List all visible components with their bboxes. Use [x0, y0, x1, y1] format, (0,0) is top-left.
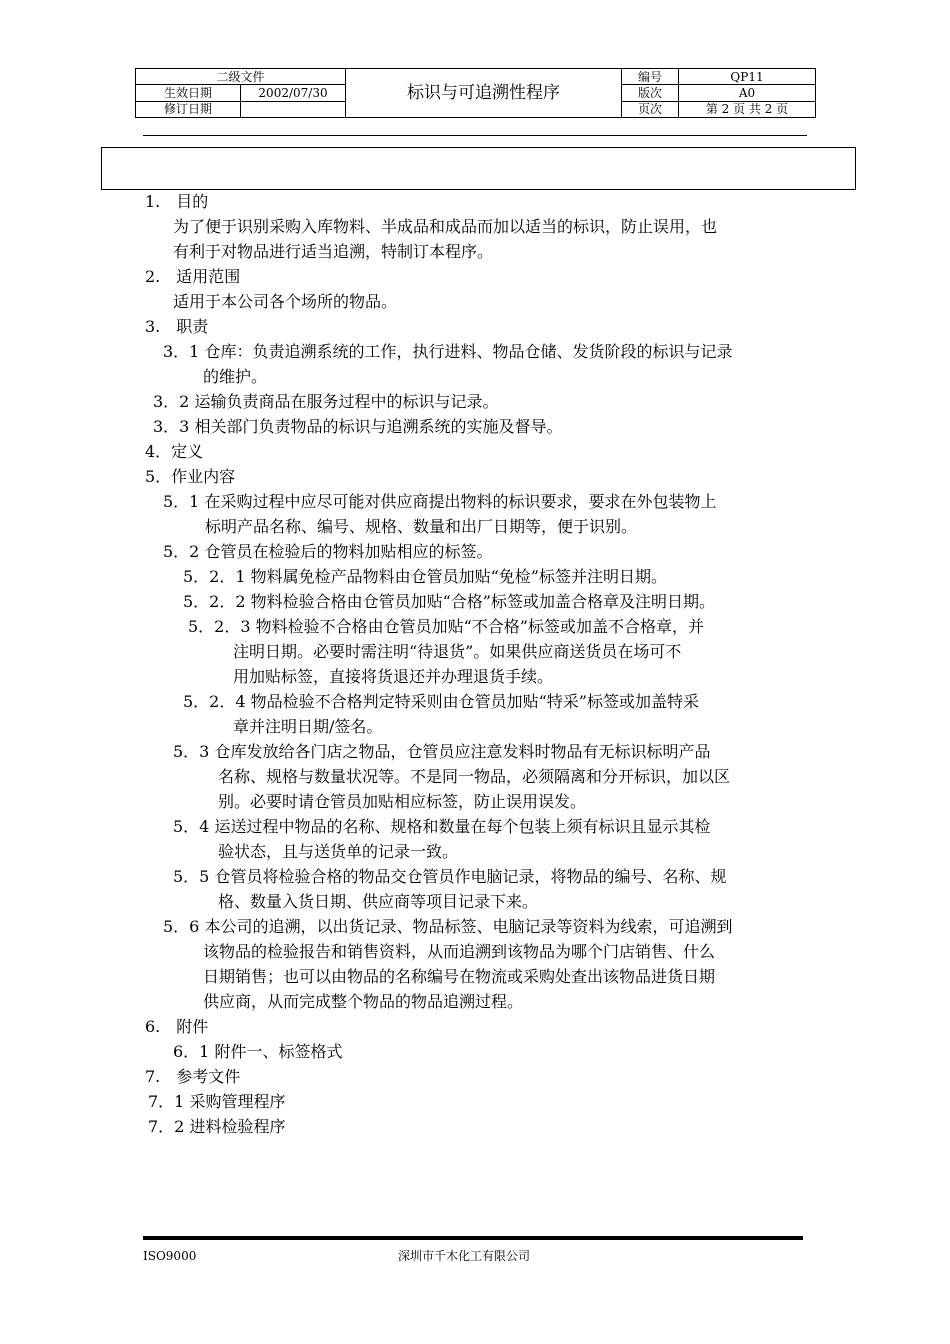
body-line: 5．2．2 物料检验合格由仓管员加贴“合格”标签或加盖合格章及注明日期。: [183, 592, 715, 611]
body-line: 5．2．4 物品检验不合格判定特采则由仓管员加贴“特采”标签或加盖特采: [183, 692, 699, 711]
effective-date-value: 2002/07/30: [241, 85, 346, 101]
body-line: 别。必要时请仓管员加贴相应标签，防止误用误发。: [218, 792, 587, 811]
body-line: 2. 适用范围: [145, 267, 241, 286]
body-line: 3．1 仓库：负责追溯系统的工作，执行进料、物品仓储、发货阶段的标识与记录: [163, 342, 733, 361]
body-line: 5．1 在采购过程中应尽可能对供应商提出物料的标识要求，要求在外包装物上: [163, 492, 717, 511]
body-line: 1. 目的: [145, 192, 209, 211]
body-line: 用加贴标签，直接将货退还并办理退货手续。: [233, 667, 554, 686]
body-line: 5．3 仓库发放给各门店之物品，仓管员应注意发料时物品有无标识标明产品: [173, 742, 711, 761]
footer-divider: [143, 1236, 803, 1240]
body-line: 3．3 相关部门负责物品的标识与追溯系统的实施及督导。: [153, 417, 563, 436]
header-divider: [143, 135, 807, 136]
effective-date-label: 生效日期: [136, 85, 241, 101]
body-line: 7. 参考文件: [145, 1067, 241, 1086]
document-header-table: [135, 68, 816, 118]
revised-date-value: [241, 101, 346, 117]
body-line: 适用于本公司各个场所的物品。: [173, 292, 398, 311]
body-line: 5．5 仓管员将检验合格的物品交仓管员作电脑记录，将物品的编号、名称、规: [173, 867, 727, 886]
body-line: 日期销售；也可以由物品的名称编号在物流或采购处查出该物品进货日期: [203, 967, 716, 986]
body-line: 7．1 采购管理程序: [148, 1092, 286, 1111]
body-line: 5．6 本公司的追溯，以出货记录、物品标签、电脑记录等资料为线索，可追溯到: [163, 917, 733, 936]
version-label: 版次: [622, 85, 679, 101]
body-line: 5．2．1 物料属免检产品物料由仓管员加贴“免检”标签并注明日期。: [183, 567, 667, 586]
body-line: 格、数量入货日期、供应商等项目记录下来。: [218, 892, 539, 911]
revised-date-label: 修订日期: [136, 101, 241, 117]
body-line: 5．作业内容: [145, 467, 236, 486]
body-line: 5．2．3 物料检验不合格由仓管员加贴“不合格”标签或加盖不合格章，并: [188, 617, 704, 636]
blank-frame-box: [101, 147, 856, 190]
body-line: 6．1 附件一、标签格式: [173, 1042, 343, 1061]
body-line: 该物品的检验报告和销售资料，从而追溯到该物品为哪个门店销售、什么: [203, 942, 716, 961]
document-level: 二级文件: [136, 69, 346, 85]
body-line: 的维护。: [203, 367, 268, 386]
body-line: 5．2 仓管员在检验后的物料加贴相应的标签。: [163, 542, 493, 561]
body-line: 4．定义: [145, 442, 204, 461]
body-line: 有利于对物品进行适当追溯，特制订本程序。: [173, 242, 494, 261]
body-line: 名称、规格与数量状况等。不是同一物品，必须隔离和分开标识，加以区: [218, 767, 731, 786]
page-value: 第 2 页 共 2 页: [679, 101, 816, 117]
version-value: A0: [679, 85, 816, 101]
body-line: 7．2 进料检验程序: [148, 1117, 286, 1136]
body-line: 验状态，且与送货单的记录一致。: [218, 842, 459, 861]
body-line: 章并注明日期/签名。: [233, 717, 383, 736]
body-line: 为了便于识别采购入库物料、半成品和成品而加以适当的标识，防止误用，也: [173, 217, 718, 236]
body-line: 标明产品名称、编号、规格、数量和出厂日期等，便于识别。: [205, 517, 638, 536]
footer-company: 深圳市千木化工有限公司: [398, 1249, 531, 1263]
body-line: 3. 职责: [145, 317, 209, 336]
body-line: 5．4 运送过程中物品的名称、规格和数量在每个包装上须有标识且显示其检: [173, 817, 711, 836]
code-label: 编号: [622, 69, 679, 85]
page-label: 页次: [622, 101, 679, 117]
body-line: 供应商，从而完成整个物品的物品追溯过程。: [203, 992, 524, 1011]
body-line: 3．2 运输负责商品在服务过程中的标识与记录。: [153, 392, 499, 411]
footer-standard: ISO9000: [143, 1249, 197, 1263]
body-line: 6. 附件: [145, 1017, 209, 1036]
code-value: QP11: [679, 69, 816, 85]
body-line: 注明日期。必要时需注明“待退货”。如果供应商送货员在场可不: [233, 642, 682, 661]
document-title: 标识与可追溯性程序: [346, 69, 622, 118]
